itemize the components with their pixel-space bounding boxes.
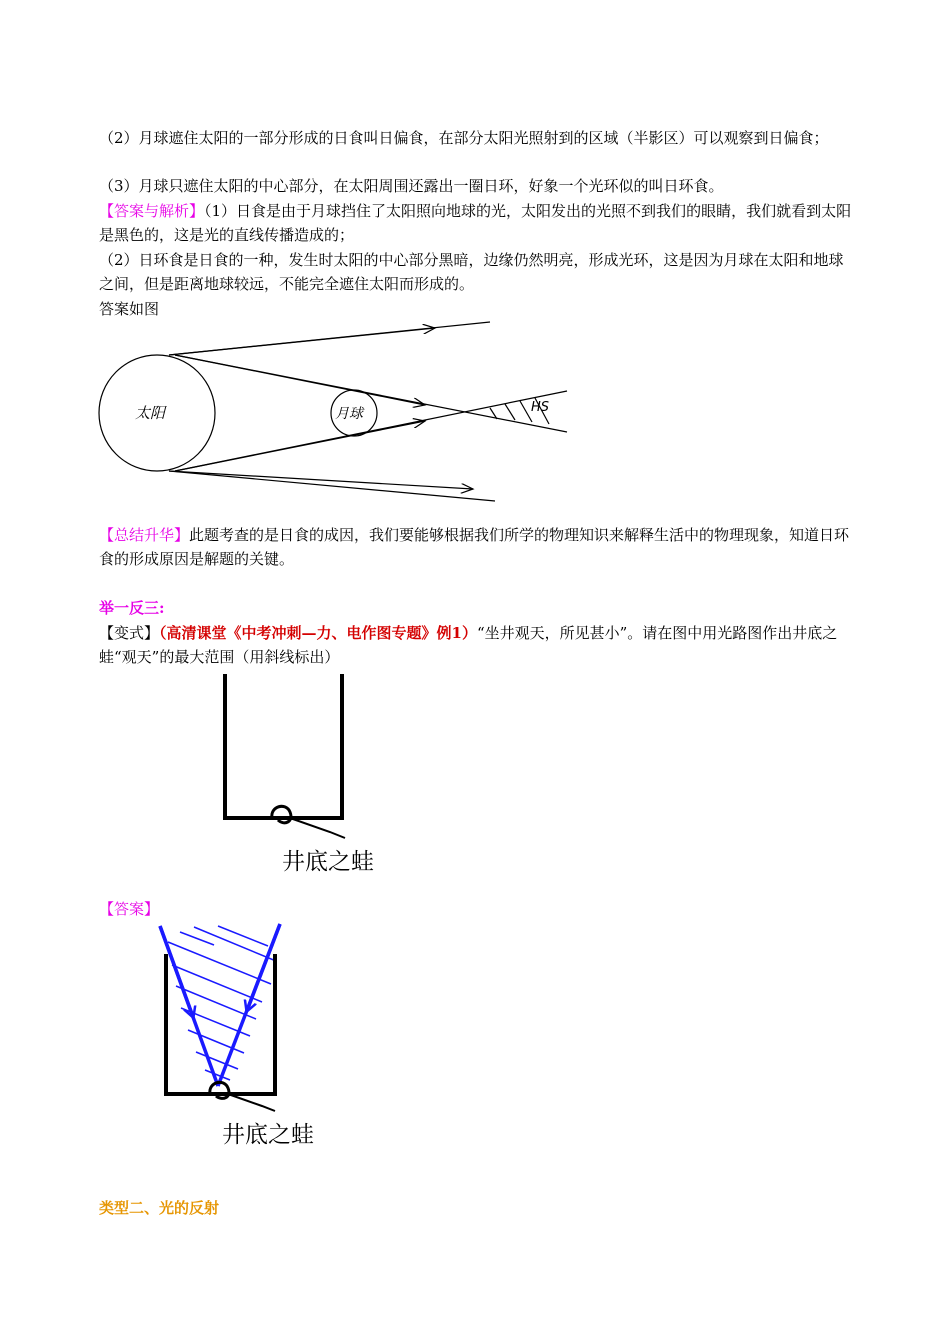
eclipse-figure — [95, 318, 575, 508]
variant-source: （高清课堂《中考冲刺—力、电作图专题》例1） — [159, 624, 477, 642]
variant-tag: 【变式】 — [99, 624, 160, 642]
ray-bottom-outer — [169, 471, 495, 501]
section-title: 类型二、光的反射 — [99, 1199, 220, 1217]
practice-title: 举一反三: — [99, 599, 165, 617]
answer-as-figure: 答案如图 — [99, 300, 160, 318]
well-answer-label: 井底之蛙 — [222, 1122, 314, 1148]
answer-frog-icon — [210, 1082, 275, 1111]
summary-tag: 【总结升华】 — [99, 526, 190, 544]
sun-label: 太阳 — [135, 404, 166, 422]
variant-paragraph — [99, 621, 854, 669]
paragraph-partial-eclipse: （2）月球遮住太阳的一部分形成的日食叫日偏食，在部分太阳光照射到的区域（半影区）可以观察到日偏食； — [99, 129, 829, 147]
moon-label: 月球 — [335, 406, 363, 422]
analysis-paragraph-1 — [99, 199, 854, 247]
well-figure — [210, 672, 410, 882]
analysis-paragraph-2: （2）日环食是日食的一种，发生时太阳的中心部分黑暗，边缘仍然明亮，形成光环，这是因为月球在太阳和地球之间，但是距离地球较远，不能完全遮住太阳而形成的。 — [99, 251, 844, 293]
paragraph-annular-eclipse: （3）月球只遮住太阳的中心部分，在太阳周围还露出一圈日环，好象一个光环似的叫日环食。 — [99, 177, 724, 195]
summary-paragraph — [99, 523, 854, 571]
analysis-tag: 【答案与解析】 — [99, 202, 205, 220]
well-answer-figure — [150, 920, 350, 1150]
frog-icon — [272, 806, 345, 838]
analysis-text-1: （1）日食是由于月球挡住了太阳照向地球的光，太阳发出的光照不到我们的眼睛，我们就看到太阳是黑色的，这是光的直线传播造成的； — [99, 202, 852, 244]
well-figure-label: 井底之蛙 — [282, 849, 374, 875]
summary-text: 此题考查的是日食的成因，我们要能够根据我们所学的物理知识来解释生活中的物理现象，知道日环食的形成原因是解题的关键。 — [99, 526, 850, 568]
answer-tag: 【答案】 — [99, 900, 160, 918]
variant-text: “坐井观天，所见甚小”。请在图中用光路图作出井底之蛙“观天”的最大范围（用斜线标出） — [99, 624, 838, 666]
shadow-region-label: HS — [531, 400, 550, 415]
well-walls — [225, 674, 342, 818]
